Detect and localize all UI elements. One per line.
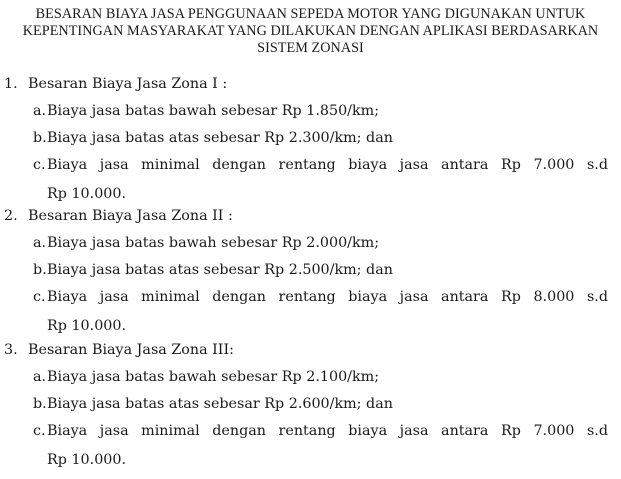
item-letter: b.: [33, 130, 47, 146]
zone-2-item-a: [33, 232, 609, 254]
item-letter: b.: [33, 262, 47, 278]
zone-3-number: 3.: [4, 342, 18, 358]
item-text: Biaya jasa batas bawah sebesar Rp 1.850/km;: [47, 103, 380, 119]
item-text: Biaya jasa batas atas sebesar Rp 2.300/km; dan: [47, 130, 393, 146]
title-line-3: SISTEM ZONASI: [257, 40, 364, 56]
item-text-continued: Rp 10.000.: [47, 318, 127, 334]
item-text-continued: Rp 10.000.: [47, 452, 127, 468]
zone-1-heading: [4, 73, 227, 95]
zone-2-heading: [4, 205, 233, 227]
zone-3-title: Besaran Biaya Jasa Zona III:: [28, 342, 234, 358]
item-text: Biaya jasa batas bawah sebesar Rp 2.100/km;: [47, 369, 380, 385]
item-letter: c.: [33, 289, 46, 305]
item-text: Biaya jasa minimal dengan rentang biaya jasa antara Rp 8.000 s.d: [47, 289, 608, 305]
zone-1-number: 1.: [4, 76, 18, 92]
item-letter: c.: [33, 423, 46, 439]
title-line-1: BESARAN BIAYA JASA PENGGUNAAN SEPEDA MOTOR YANG DIGUNAKAN UNTUK: [35, 6, 586, 22]
zone-2-item-b: [33, 259, 609, 281]
zone-3-item-c: [33, 420, 609, 471]
item-letter: a.: [33, 369, 47, 385]
item-text-continued: Rp 10.000.: [47, 186, 127, 202]
zone-3-heading: [4, 339, 234, 361]
zone-1-title: Besaran Biaya Jasa Zona I :: [28, 76, 228, 92]
document-title: [0, 6, 621, 57]
item-text: Biaya jasa batas bawah sebesar Rp 2.000/km;: [47, 235, 380, 251]
title-line-2: KEPENTINGAN MASYARAKAT YANG DILAKUKAN DENGAN APLIKASI BERDASARKAN: [22, 23, 599, 39]
item-letter: c.: [33, 157, 46, 173]
zone-2-number: 2.: [4, 208, 18, 224]
item-text: Biaya jasa batas atas sebesar Rp 2.500/km; dan: [47, 262, 393, 278]
zone-3-item-b: [33, 393, 609, 415]
zone-2-item-c: [33, 286, 609, 337]
item-letter: b.: [33, 396, 47, 412]
zone-2-title: Besaran Biaya Jasa Zona II :: [28, 208, 233, 224]
item-text: Biaya jasa minimal dengan rentang biaya jasa antara Rp 7.000 s.d: [47, 423, 608, 439]
item-text: Biaya jasa minimal dengan rentang biaya jasa antara Rp 7.000 s.d: [47, 157, 608, 173]
item-letter: a.: [33, 103, 47, 119]
item-text: Biaya jasa batas atas sebesar Rp 2.600/km; dan: [47, 396, 393, 412]
zone-3-item-a: [33, 366, 609, 388]
item-letter: a.: [33, 235, 47, 251]
zone-1-item-c: [33, 154, 609, 205]
zone-1-item-b: [33, 127, 609, 149]
zone-1-item-a: [33, 100, 609, 122]
